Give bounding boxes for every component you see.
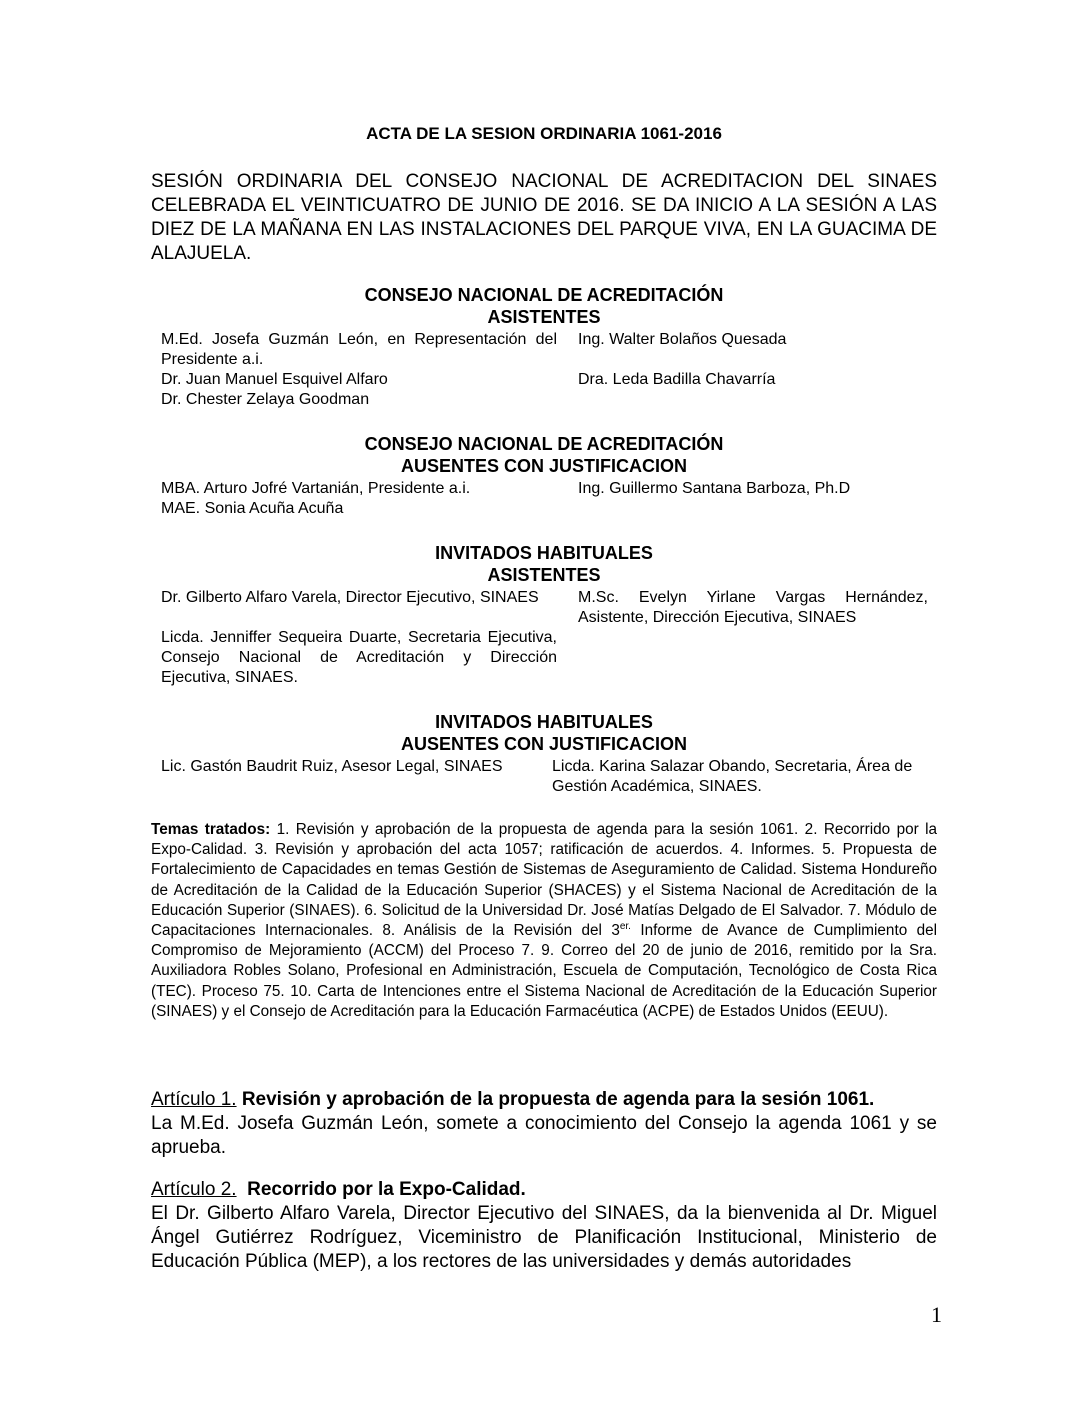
section-4-guest: Lic. Gastón Baudrit Ruiz, Asesor Legal, SINAES [161, 758, 503, 775]
section-2-member: Ing. Guillermo Santana Barboza, Ph.D [578, 480, 851, 497]
section-1-attendee: M.Ed. Josefa Guzmán León, en Representación del Presidente a.i. [161, 331, 557, 368]
section-2-heading-line2: AUSENTES CON JUSTIFICACION [400, 456, 688, 476]
article-1-heading: Revisión y aprobación de la propuesta de agenda para la sesión 1061. [241, 1089, 875, 1110]
section-1-attendee: Dra. Leda Badilla Chavarría [578, 371, 776, 388]
section-1-attendee: Dr. Chester Zelaya Goodman [161, 391, 370, 408]
section-1-heading [0, 284, 1088, 328]
section-1-heading-line2: ASISTENTES [487, 307, 601, 327]
section-1-attendee: Dr. Juan Manuel Esquivel Alfaro [161, 371, 388, 388]
section-2-member: MBA. Arturo Jofré Vartanián, Presidente a.i. [161, 480, 471, 497]
section-3-guest: Dr. Gilberto Alfaro Varela, Director Ejecutivo, SINAES [161, 589, 539, 606]
article-2-body: El Dr. Gilberto Alfaro Varela, Director Ejecutivo del SINAES, da la bienvenida al Dr. Miguel Ángel Gutiérrez Rodríguez, Viceministro de Planificación Institucional, Ministerio de Educación Pública (MEP), a los rectores de las universidades y demás autoridades [151, 1203, 937, 1272]
section-4-heading-line2: AUSENTES CON JUSTIFICACION [400, 734, 688, 754]
page-number: 1 [931, 1302, 942, 1327]
section-3-guest: M.Sc. Evelyn Yirlane Vargas Hernández, Asistente, Dirección Ejecutiva, SINAES [578, 589, 928, 626]
article-1-title-line [151, 1088, 937, 1112]
document-title: ACTA DE LA SESION ORDINARIA 1061-2016 [366, 124, 722, 143]
section-4-heading-line1: INVITADOS HABITUALES [435, 712, 653, 732]
article-2-label: Artículo 2. [151, 1179, 237, 1200]
topics-text-1: 1. Revisión y aprobación de la propuesta de agenda para la sesión 1061. 2. Recorrido por la Expo-Calidad. 3. Revisión y aprobación del acta 1057; ratificación de acuerdos. 4. Informes. 5. Propuesta de Fortalecimiento de Capacidades en temas Gestión de Sistemas de Aseguramiento de Calidad. Sistema Hondureño de Acreditación de la Calidad de la Educación Superior (SHACES) y el Sistema Nacional de Acreditación de la Educación Superior (SINAES). 6. Solicitud de la Universidad Dr. José Matías Delgado de El Salvador. 7. Módulo de Capacitaciones Internacionales. 8. Análisis de la Revisión del 3 [151, 821, 937, 940]
topics-paragraph [151, 820, 937, 1022]
topics-superscript: er. [619, 920, 631, 932]
article-1 [151, 1088, 937, 1160]
section-2-heading-line1: CONSEJO NACIONAL DE ACREDITACIÓN [364, 434, 724, 454]
section-3-heading [0, 542, 1088, 586]
article-1-label: Artículo 1. [151, 1089, 237, 1110]
session-intro: SESIÓN ORDINARIA DEL CONSEJO NACIONAL DE ACREDITACION DEL SINAES CELEBRADA EL VEINTICUATRO DE JUNIO DE 2016. SE DA INICIO A LA SESIÓN A LAS DIEZ DE LA MAÑANA EN LAS INSTALACIONES DEL PARQUE VIVA, EN LA GUACIMA DE ALAJUELA. [151, 171, 937, 264]
section-3-heading-line1: INVITADOS HABITUALES [435, 543, 653, 563]
section-1-attendee: Ing. Walter Bolaños Quesada [578, 331, 787, 348]
section-2-heading [0, 433, 1088, 477]
topics-label: Temas tratados: [151, 821, 271, 838]
article-2-heading: Recorrido por la Expo-Calidad. [247, 1179, 526, 1200]
section-3-heading-line2: ASISTENTES [487, 565, 601, 585]
section-4-heading [0, 711, 1088, 755]
topics-text-2: Informe de Avance de Cumplimiento del Compromiso de Mejoramiento (ACCM) del Proceso 7. 9. Correo del 20 de junio de 2016, remitido por la Sra. Auxiliadora Robles Solano, Profesional en Administración, Escuela de Computación, Tecnológico de Costa Rica (TEC). Proceso 75. 10. Carta de Intenciones entre el Sistema Nacional de Acreditación de la Educación Superior (SINAES) y el Consejo de Acreditación para la Educación Farmacéutica (ACPE) de Estados Unidos (EEUU). [151, 922, 938, 1020]
article-2 [151, 1178, 937, 1274]
section-2-member: MAE. Sonia Acuña Acuña [161, 500, 344, 517]
section-1-heading-line1: CONSEJO NACIONAL DE ACREDITACIÓN [364, 285, 724, 305]
section-4-guest: Licda. Karina Salazar Obando, Secretaria, Área de Gestión Académica, SINAES. [552, 758, 913, 795]
section-3-guest: Licda. Jenniffer Sequeira Duarte, Secretaria Ejecutiva, Consejo Nacional de Acreditación y Dirección Ejecutiva, SINAES. [161, 629, 557, 686]
article-2-title-line [151, 1178, 937, 1202]
article-1-body: La M.Ed. Josefa Guzmán León, somete a conocimiento del Consejo la agenda 1061 y se aprueba. [151, 1113, 937, 1158]
